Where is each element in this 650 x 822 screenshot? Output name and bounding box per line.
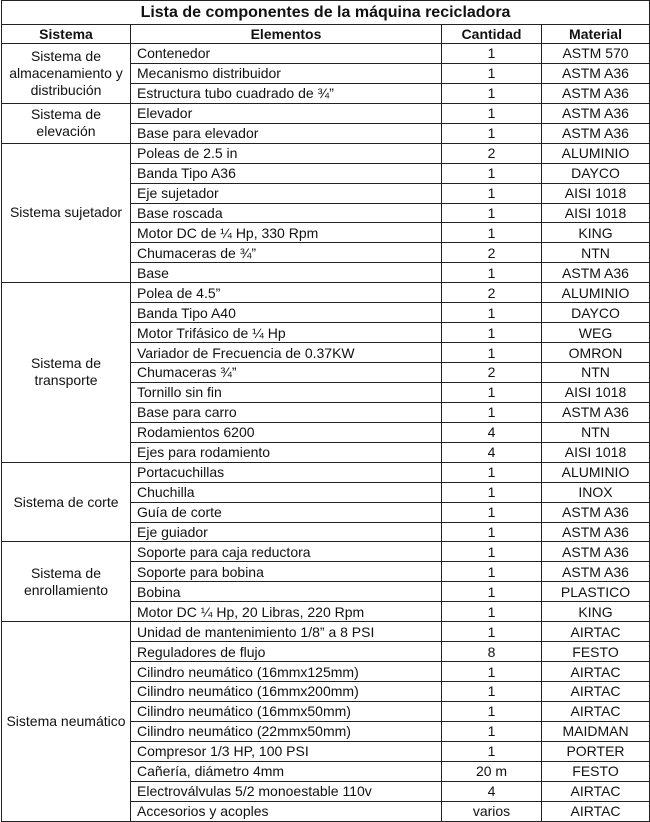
- material-cell: FESTO: [542, 642, 650, 662]
- quantity-cell: 1: [442, 163, 542, 183]
- quantity-cell: 2: [442, 143, 542, 163]
- material-cell: ASTM 570: [542, 44, 650, 64]
- material-cell: ASTM A36: [542, 542, 650, 562]
- table-row: [2, 283, 650, 303]
- quantity-cell: 2: [442, 283, 542, 303]
- material-cell: ASTM A36: [542, 502, 650, 522]
- header-elementos: Elementos: [131, 25, 442, 44]
- quantity-cell: 2: [442, 243, 542, 263]
- material-cell: AISI 1018: [542, 203, 650, 223]
- system-cell: Sistema de enrollamiento: [2, 542, 131, 622]
- quantity-cell: 1: [442, 402, 542, 422]
- element-cell: Cilindro neumático (16mmx200mm): [131, 682, 442, 702]
- quantity-cell: 1: [442, 721, 542, 741]
- material-cell: ASTM A36: [542, 123, 650, 143]
- element-cell: Base roscada: [131, 203, 442, 223]
- material-cell: ASTM A36: [542, 103, 650, 123]
- quantity-cell: 1: [442, 323, 542, 343]
- material-cell: ALUMINIO: [542, 283, 650, 303]
- header-cantidad: Cantidad: [442, 25, 542, 44]
- quantity-cell: 4: [442, 442, 542, 462]
- material-cell: ASTM A36: [542, 263, 650, 283]
- material-cell: DAYCO: [542, 163, 650, 183]
- table-row: [2, 542, 650, 562]
- quantity-cell: 2: [442, 363, 542, 383]
- system-cell: Sistema de transporte: [2, 283, 131, 462]
- system-cell: Sistema neumático: [2, 622, 131, 821]
- element-cell: Reguladores de flujo: [131, 642, 442, 662]
- element-cell: Estructura tubo cuadrado de ¾”: [131, 83, 442, 103]
- system-cell: Sistema de elevación: [2, 103, 131, 143]
- element-cell: Portacuchillas: [131, 462, 442, 482]
- quantity-cell: 1: [442, 44, 542, 64]
- quantity-cell: 1: [442, 183, 542, 203]
- element-cell: Eje sujetador: [131, 183, 442, 203]
- material-cell: NTN: [542, 363, 650, 383]
- material-cell: AISI 1018: [542, 382, 650, 402]
- material-cell: KING: [542, 602, 650, 622]
- material-cell: ASTM A36: [542, 83, 650, 103]
- element-cell: Cilindro neumático (22mmx50mm): [131, 721, 442, 741]
- element-cell: Compresor 1/3 HP, 100 PSI: [131, 741, 442, 761]
- element-cell: Mecanismo distribuidor: [131, 63, 442, 83]
- quantity-cell: 1: [442, 701, 542, 721]
- quantity-cell: 20 m: [442, 761, 542, 781]
- quantity-cell: 1: [442, 303, 542, 323]
- quantity-cell: 1: [442, 343, 542, 363]
- element-cell: Contenedor: [131, 44, 442, 64]
- material-cell: FESTO: [542, 761, 650, 781]
- element-cell: Motor DC de ¼ Hp, 330 Rpm: [131, 223, 442, 243]
- element-cell: Eje guiador: [131, 522, 442, 542]
- quantity-cell: 1: [442, 542, 542, 562]
- element-cell: Banda Tipo A40: [131, 303, 442, 323]
- material-cell: AISI 1018: [542, 183, 650, 203]
- quantity-cell: 1: [442, 582, 542, 602]
- material-cell: DAYCO: [542, 303, 650, 323]
- element-cell: Soporte para bobina: [131, 562, 442, 582]
- material-cell: ASTM A36: [542, 522, 650, 542]
- material-cell: AIRTAC: [542, 781, 650, 801]
- quantity-cell: 1: [442, 83, 542, 103]
- material-cell: KING: [542, 223, 650, 243]
- quantity-cell: 4: [442, 781, 542, 801]
- element-cell: Guía de corte: [131, 502, 442, 522]
- quantity-cell: 1: [442, 263, 542, 283]
- element-cell: Chuchilla: [131, 482, 442, 502]
- quantity-cell: 1: [442, 602, 542, 622]
- element-cell: Ejes para rodamiento: [131, 442, 442, 462]
- quantity-cell: 8: [442, 642, 542, 662]
- element-cell: Bobina: [131, 582, 442, 602]
- material-cell: ALUMINIO: [542, 462, 650, 482]
- quantity-cell: 4: [442, 422, 542, 442]
- element-cell: Motor Trifásico de ¼ Hp: [131, 323, 442, 343]
- quantity-cell: 1: [442, 662, 542, 682]
- table-row: [2, 143, 650, 163]
- quantity-cell: 1: [442, 741, 542, 761]
- components-table: [1, 0, 650, 822]
- element-cell: Base para elevador: [131, 123, 442, 143]
- table-row: [2, 103, 650, 123]
- element-cell: Chumaceras de ¾”: [131, 243, 442, 263]
- quantity-cell: 1: [442, 482, 542, 502]
- quantity-cell: 1: [442, 502, 542, 522]
- header-row: [2, 25, 650, 44]
- quantity-cell: 1: [442, 63, 542, 83]
- table-row: [2, 462, 650, 482]
- material-cell: MAIDMAN: [542, 721, 650, 741]
- element-cell: Variador de Frecuencia de 0.37KW: [131, 343, 442, 363]
- quantity-cell: 1: [442, 223, 542, 243]
- element-cell: Chumaceras ¾”: [131, 363, 442, 383]
- quantity-cell: varios: [442, 801, 542, 821]
- quantity-cell: 1: [442, 123, 542, 143]
- material-cell: AIRTAC: [542, 682, 650, 702]
- quantity-cell: 1: [442, 203, 542, 223]
- material-cell: PORTER: [542, 741, 650, 761]
- element-cell: Cilindro neumático (16mmx125mm): [131, 662, 442, 682]
- element-cell: Unidad de mantenimiento 1/8” a 8 PSI: [131, 622, 442, 642]
- element-cell: Elevador: [131, 103, 442, 123]
- table-row: [2, 622, 650, 642]
- element-cell: Base para carro: [131, 402, 442, 422]
- material-cell: WEG: [542, 323, 650, 343]
- quantity-cell: 1: [442, 562, 542, 582]
- material-cell: OMRON: [542, 343, 650, 363]
- table-title: Lista de componentes de la máquina recicladora: [2, 1, 650, 25]
- quantity-cell: 1: [442, 462, 542, 482]
- material-cell: NTN: [542, 243, 650, 263]
- material-cell: ALUMINIO: [542, 143, 650, 163]
- element-cell: Accesorios y acoples: [131, 801, 442, 821]
- header-material: Material: [542, 25, 650, 44]
- material-cell: AIRTAC: [542, 801, 650, 821]
- element-cell: Base: [131, 263, 442, 283]
- element-cell: Poleas de 2.5 in: [131, 143, 442, 163]
- material-cell: AIRTAC: [542, 662, 650, 682]
- material-cell: NTN: [542, 422, 650, 442]
- system-cell: Sistema sujetador: [2, 143, 131, 283]
- element-cell: Motor DC ¼ Hp, 20 Libras, 220 Rpm: [131, 602, 442, 622]
- title-row: [2, 1, 650, 25]
- element-cell: Rodamientos 6200: [131, 422, 442, 442]
- element-cell: Cañería, diámetro 4mm: [131, 761, 442, 781]
- material-cell: AIRTAC: [542, 701, 650, 721]
- material-cell: AISI 1018: [542, 442, 650, 462]
- quantity-cell: 1: [442, 382, 542, 402]
- material-cell: PLASTICO: [542, 582, 650, 602]
- system-cell: Sistema de almacenamiento y distribución: [2, 44, 131, 104]
- element-cell: Cilindro neumático (16mmx50mm): [131, 701, 442, 721]
- quantity-cell: 1: [442, 622, 542, 642]
- material-cell: AIRTAC: [542, 622, 650, 642]
- element-cell: Tornillo sin fin: [131, 382, 442, 402]
- table-row: [2, 44, 650, 64]
- material-cell: ASTM A36: [542, 63, 650, 83]
- quantity-cell: 1: [442, 103, 542, 123]
- header-sistema: Sistema: [2, 25, 131, 44]
- element-cell: Electroválvulas 5/2 monoestable 110v: [131, 781, 442, 801]
- quantity-cell: 1: [442, 682, 542, 702]
- element-cell: Polea de 4.5”: [131, 283, 442, 303]
- quantity-cell: 1: [442, 522, 542, 542]
- material-cell: INOX: [542, 482, 650, 502]
- element-cell: Soporte para caja reductora: [131, 542, 442, 562]
- element-cell: Banda Tipo A36: [131, 163, 442, 183]
- material-cell: ASTM A36: [542, 562, 650, 582]
- material-cell: ASTM A36: [542, 402, 650, 422]
- system-cell: Sistema de corte: [2, 462, 131, 542]
- table-body: [2, 44, 650, 822]
